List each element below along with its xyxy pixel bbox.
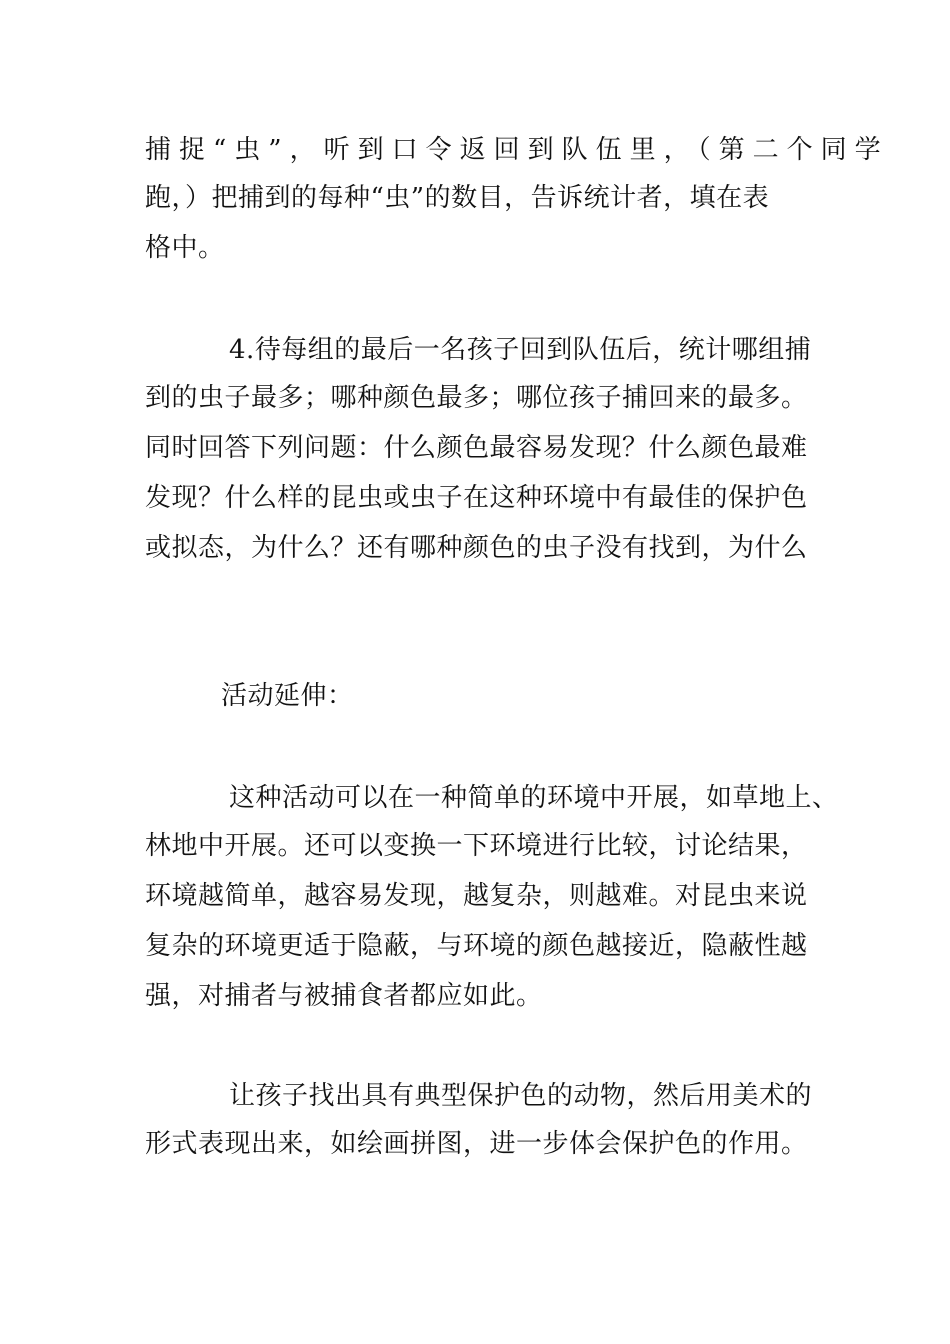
paragraph-1-line-3: 格中。 bbox=[145, 233, 225, 263]
paragraph-4-line-1: 让孩子找出具有典型保护色的动物，然后用美术的 bbox=[229, 1081, 813, 1111]
paragraph-3-line-2: 林地中开展。还可以变换一下环境进行比较，讨论结果， bbox=[145, 831, 808, 861]
paragraph-2-line-1: 4.待每组的最后一名孩子回到队伍后，统计哪组捕 bbox=[229, 335, 812, 365]
paragraph-2-line-5: 或拟态，为什么？还有哪种颜色的虫子没有找到，为什么 bbox=[145, 533, 808, 563]
paragraph-3-line-1: 这种活动可以在一种简单的环境中开展，如草地上、 bbox=[229, 783, 839, 813]
paragraph-4-line-2: 形式表现出来，如绘画拼图，进一步体会保护色的作用。 bbox=[145, 1129, 808, 1159]
paragraph-1-line-2: 跑，）把捕到的每种“虫”的数目，告诉统计者，填在表 bbox=[145, 183, 770, 213]
paragraph-3-line-3: 环境越简单，越容易发现，越复杂，则越难。对昆虫来说 bbox=[145, 881, 808, 911]
paragraph-2-line-2: 到的虫子最多；哪种颜色最多；哪位孩子捕回来的最多。 bbox=[145, 383, 808, 413]
paragraph-3-line-4: 复杂的环境更适于隐蔽，与环境的颜色越接近，隐蔽性越 bbox=[145, 931, 808, 961]
paragraph-1-line-1: 捕捉“虫”，听到口令返回到队伍里，（第二个同学 bbox=[145, 135, 889, 165]
paragraph-3-line-5: 强，对捕者与被捕食者都应如此。 bbox=[145, 981, 543, 1011]
paragraph-2-line-3: 同时回答下列问题：什么颜色最容易发现？什么颜色最难 bbox=[145, 433, 808, 463]
section-heading: 活动延伸： bbox=[221, 681, 354, 711]
paragraph-2-line-4: 发现？什么样的昆虫或虫子在这种环境中有最佳的保护色 bbox=[145, 483, 808, 513]
